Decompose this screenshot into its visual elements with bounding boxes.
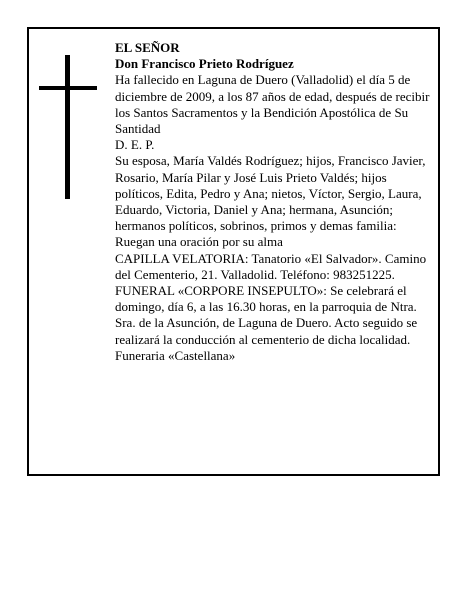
notice-heading: EL SEÑOR (115, 40, 180, 55)
deceased-name: Don Francisco Prieto Rodríguez (115, 56, 294, 72)
death-announcement: Ha fallecido en Laguna de Duero (Valladolid) el día 5 de diciembre de 2009, a los 87 años de edad, después de recibir los Santos Sacramentos y la Bendición Apostólica de Su Santidad (115, 72, 430, 137)
obituary-notice (27, 27, 440, 476)
family-members: Su esposa, María Valdés Rodríguez; hijos, Francisco Javier, Rosario, María Pilar y José Luis Prieto Valdés; hijos políticos, Edita, Pedro y Ana; nietos, Víctor, Sergio, Laura, Eduardo, Victoria, Daniel y Ana; hermana, Asunción; hermanos políticos, sobrinos, primos y demas familia: (115, 153, 426, 234)
notice-text (115, 40, 437, 364)
cross-vertical-bar (65, 55, 70, 199)
prayer-request: Ruegan una oración por su alma (115, 234, 283, 250)
rest-in-peace: D. E. P. (115, 137, 155, 153)
funeral-home: Funeraria «Castellana» (115, 347, 236, 363)
wake-chapel-info: CAPILLA VELATORIA: Tanatorio «El Salvador». Camino del Cementerio, 21. Valladolid. Teléfono: 983251225. (115, 250, 427, 282)
cross-horizontal-bar (39, 86, 97, 90)
latin-cross-icon (39, 55, 99, 199)
funeral-info: FUNERAL «CORPORE INSEPULTO»: Se celebrará el domingo, día 6, a las 16.30 horas, en la parroquia de Ntra. Sra. de la Asunción, de Laguna de Duero. Acto seguido se realizará la conducción al cementerio de dicha localidad. (115, 283, 418, 347)
